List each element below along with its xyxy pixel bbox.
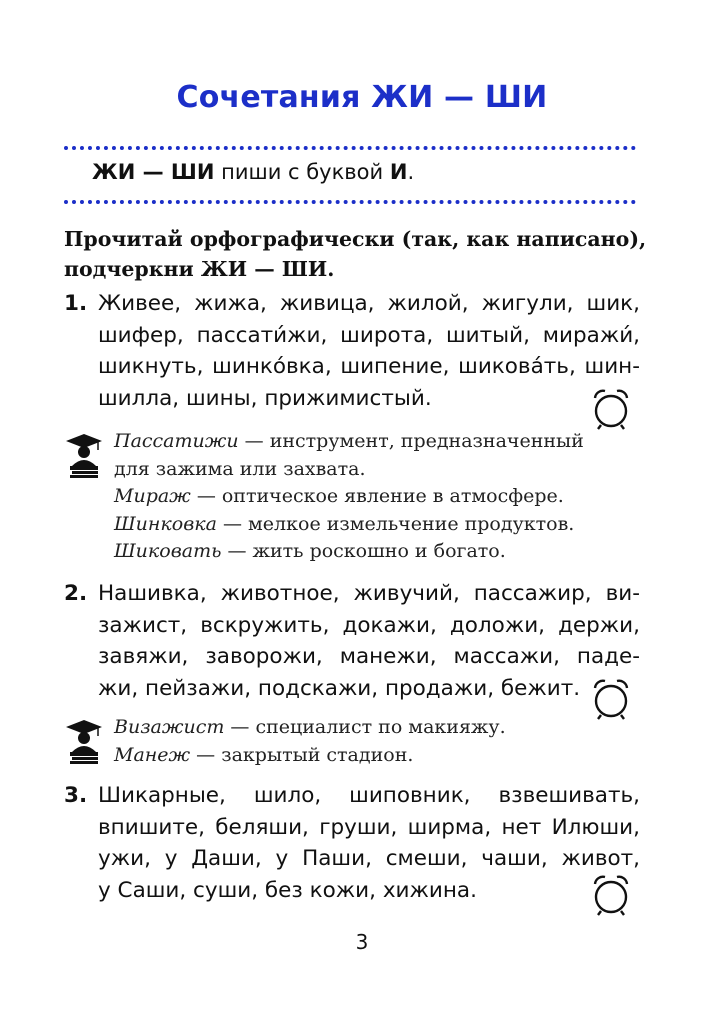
dotted-divider-top <box>64 146 636 150</box>
exercise-line: шифер, пассати́жи, широта, шитый, миражи́, <box>98 322 640 348</box>
glossary-definition: — оптическое явление в атмосфере. <box>190 485 564 507</box>
glossary-definition: для зажима или захвата. <box>114 457 366 480</box>
glossary-entry <box>114 511 584 539</box>
glossary-term: Шиковать <box>114 540 222 562</box>
exercise-1 <box>64 288 640 414</box>
task-line: Прочитай орфографически (так, как написано), <box>64 227 647 251</box>
scholar-icon <box>64 718 104 764</box>
glossary-term: Пассатижи <box>114 430 239 452</box>
glossary-entry <box>114 742 506 770</box>
glossary-term: Визажист <box>114 716 225 738</box>
alarm-clock-icon <box>590 676 632 720</box>
dotted-divider-bottom <box>64 200 636 204</box>
rule-end: . <box>407 160 415 184</box>
glossary-entry <box>114 428 584 456</box>
exercise-line: впишите, беляши, груши, ширма, нет Илюши, <box>98 814 640 840</box>
glossary-entry <box>114 483 584 511</box>
alarm-clock-icon <box>590 872 632 916</box>
glossary-definition: — закрытый стадион. <box>190 743 414 766</box>
glossary-entry <box>114 538 584 566</box>
exercise-line: Шикарные, шило, шиповник, взвешивать, <box>98 783 640 808</box>
exercise-line: у Саши, суши, без кожи, хижина. <box>98 877 477 903</box>
exercise-number: 1. <box>64 291 88 316</box>
alarm-clock-icon <box>590 386 632 430</box>
exercise-line: ужи, у Даши, у Паши, смеши, чаши, живот, <box>98 846 640 871</box>
scholar-icon <box>64 432 104 478</box>
glossary-entry <box>114 714 506 742</box>
exercise-line: Нашивка, животное, живучий, пассажир, ви- <box>98 581 640 606</box>
glossary-definition: — инструмент, предназначенный <box>238 430 584 452</box>
exercise-line: зажист, вскружить, докажи, доложи, держи, <box>98 612 640 638</box>
exercise-line: жи, пейзажи, подскажи, продажи, бежит. <box>98 675 581 701</box>
rule-middle: пиши с буквой <box>214 160 390 184</box>
glossary-definition: — мелкое измельчение продуктов. <box>216 512 575 535</box>
exercise-line: шилла, шины, прижимистый. <box>98 385 432 411</box>
exercise-2 <box>64 578 640 704</box>
glossary-term: Шинковка <box>114 512 217 535</box>
page-number: 3 <box>355 930 369 954</box>
exercise-number: 3. <box>64 783 88 808</box>
task-line: подчеркни ЖИ — ШИ. <box>64 257 335 281</box>
glossary-term: Манеж <box>114 743 191 766</box>
exercise-number: 2. <box>64 581 88 606</box>
glossary-block-2 <box>64 714 506 769</box>
glossary-term: Мираж <box>114 485 191 507</box>
exercise-line: Живее, жижа, живица, жилой, жигули, шик, <box>98 291 640 316</box>
glossary-block-1 <box>64 428 584 566</box>
glossary-entry <box>114 456 584 484</box>
exercise-line: шикнуть, шинко́вка, шипение, шикова́ть, шин- <box>98 354 640 379</box>
glossary-definition: — жить роскошно и богато. <box>221 540 506 562</box>
rule-text <box>92 160 414 184</box>
glossary-definition: — специалист по макияжу. <box>224 716 506 738</box>
task-instruction <box>64 224 654 284</box>
page-title: Сочетания ЖИ — ШИ <box>176 80 548 115</box>
rule-bold: ЖИ — ШИ <box>92 160 215 184</box>
rule-letter: И <box>389 160 408 184</box>
exercise-3 <box>64 780 640 906</box>
exercise-line: завяжи, заворожи, манежи, массажи, паде- <box>98 644 640 669</box>
